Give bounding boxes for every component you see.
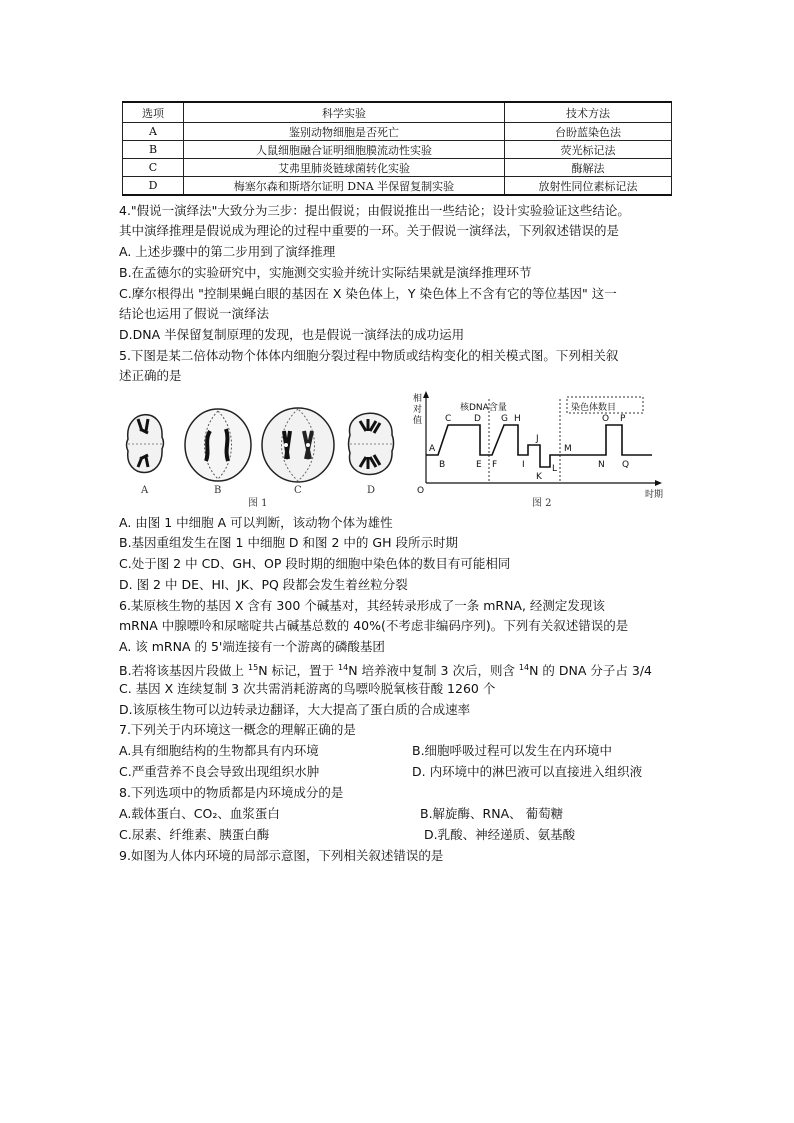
- y-label-2: 对: [413, 405, 423, 415]
- cell-a-label: A: [141, 485, 149, 496]
- table-cell: 荧光标记法: [505, 141, 672, 159]
- cell-b-diagram: [185, 409, 251, 481]
- point-label: D: [474, 414, 481, 424]
- q6-option-c: C. 基因 X 连续复制 3 次共需消耗游离的鸟嘌呤脱氧核苷酸 1260 个: [119, 681, 496, 696]
- table-header-option: 选项: [123, 102, 184, 123]
- point-label: Q: [622, 460, 630, 470]
- table-cell: A: [123, 123, 184, 141]
- chromosome-number-label: 染色体数目: [571, 403, 617, 413]
- q8-option-a: A.载体蛋白、CO₂、血浆蛋白: [119, 806, 280, 821]
- table-row: [123, 177, 672, 196]
- q4-option-c-line1: C.摩尔根得出 "控制果蝇白眼的基因在 X 染色体上，Y 染色体上不含有它的等位基因" 这一: [119, 286, 617, 301]
- point-label: G: [501, 414, 508, 424]
- table-cell: 酶解法: [505, 159, 672, 177]
- table-header-method: 技术方法: [505, 102, 672, 123]
- figure-1-cells: [118, 389, 408, 511]
- figure-2-caption: 图 2: [532, 498, 552, 509]
- table-cell: 放射性同位素标记法: [505, 177, 672, 196]
- q7-option-c: C.严重营养不良会导致出现组织水肿: [119, 764, 320, 779]
- cell-d-diagram: [349, 413, 394, 474]
- dna-chromosome-curve: [426, 425, 652, 467]
- point-label: N: [598, 460, 605, 470]
- cell-a-diagram: [127, 415, 164, 473]
- q4-option-d: D.DNA 半保留复制原理的发现，也是假说一演绎法的成功运用: [119, 327, 465, 342]
- q5-stem-line2: 述正确的是: [119, 368, 182, 383]
- table-cell: 梅塞尔森和斯塔尔证明 DNA 半保留复制实验: [184, 177, 505, 196]
- point-label: E: [476, 460, 482, 470]
- point-label: P: [620, 414, 626, 424]
- y-label-3: 值: [413, 416, 423, 426]
- q9-stem: 9.如图为人体内环境的局部示意图，下列相关叙述错误的是: [119, 848, 444, 863]
- cell-d-label: D: [367, 485, 376, 496]
- q5-stem-line1: 5.下图是某二倍体动物个体体内细胞分裂过程中物质或结构变化的相关模式图。下列相关叙: [119, 348, 619, 363]
- q4-option-a: A. 上述步骤中的第二步用到了演绎推理: [119, 244, 336, 259]
- point-label: H: [514, 414, 521, 424]
- cell-c-diagram: [262, 408, 334, 482]
- point-label: F: [492, 460, 498, 470]
- table-cell: B: [123, 141, 184, 159]
- figure-2-chart: [412, 389, 670, 511]
- point-label: I: [522, 460, 525, 470]
- cell-c-label: C: [294, 485, 302, 496]
- q6-stem-line2: mRNA 中腺嘌呤和尿嘧啶共占碱基总数的 40%(不考虑非编码序列)。下列有关叙述错误的是: [119, 618, 629, 633]
- q7-option-d: D. 内环境中的淋巴液可以直接进入组织液: [412, 764, 643, 779]
- q4-stem-line2: 其中演绎推理是假说成为理论的过程中重要的一环。关于假说一演绎法，下列叙述错误的是: [119, 223, 620, 238]
- point-label: L: [552, 464, 558, 474]
- q4-option-c-line2: 结论也运用了假说一演绎法: [119, 306, 270, 321]
- y-label-1: 相: [413, 394, 423, 404]
- table-cell: 台盼蓝染色法: [505, 123, 672, 141]
- origin-label: O: [417, 486, 425, 496]
- table-row: [123, 141, 672, 159]
- q6-option-d: D.该原核生物可以边转录边翻译，大大提高了蛋白质的合成速率: [119, 702, 471, 717]
- table-cell: 鉴别动物细胞是否死亡: [184, 123, 505, 141]
- q8-option-b: B.解旋酶、RNA、 葡萄糖: [420, 806, 564, 821]
- q7-stem: 7.下列关于内环境这一概念的理解正确的是: [119, 722, 356, 737]
- table-row: [123, 159, 672, 177]
- q5-option-a: A. 由图 1 中细胞 A 可以判断，该动物个体为雄性: [119, 515, 393, 530]
- q6-option-b: B.若将该基因片段做上 $^{15}$N 标记，置于 $^{14}$N 培养液中复制 3 次后，则含 $^{14}$N 的 DNA 分子占 3/4: [119, 663, 652, 678]
- dna-content-label: 核DNA含量: [460, 403, 507, 413]
- q5-option-b: B.基因重组发生在图 1 中细胞 D 和图 2 中的 GH 段所示时期: [119, 535, 458, 550]
- point-label: J: [536, 434, 539, 444]
- q8-option-c: C.尿素、纤维素、胰蛋白酶: [119, 827, 270, 842]
- point-label: M: [564, 444, 572, 454]
- point-label: C: [445, 414, 452, 424]
- q7-option-b: B.细胞呼吸过程可以发生在内环境中: [412, 743, 613, 758]
- x-axis-label: 时期: [645, 490, 664, 500]
- table-row: [123, 123, 672, 141]
- table-cell: C: [123, 159, 184, 177]
- table-cell: 人鼠细胞融合证明细胞膜流动性实验: [184, 141, 505, 159]
- figure-1-caption: 图 1: [248, 498, 268, 509]
- q8-stem: 8.下列选项中的物质都是内环境成分的是: [119, 785, 344, 800]
- q4-option-b: B.在孟德尔的实验研究中，实施测交实验并统计实际结果就是演绎推理环节: [119, 265, 532, 280]
- technique-table: [122, 101, 672, 196]
- point-label: K: [536, 472, 542, 482]
- table-cell: 艾弗里肺炎链球菌转化实验: [184, 159, 505, 177]
- table-cell: D: [123, 177, 184, 196]
- q7-option-a: A.具有细胞结构的生物都具有内环境: [119, 743, 319, 758]
- point-label: A: [429, 444, 436, 454]
- point-label: O: [602, 414, 610, 424]
- q6-option-a: A. 该 mRNA 的 5'端连接有一个游离的磷酸基团: [119, 639, 385, 654]
- q4-stem-line1: 4."假说一演绎法"大致分为三步：提出假说；由假说推出一些结论；设计实验验证这些结论。: [119, 203, 630, 218]
- q5-option-c: C.处于图 2 中 CD、GH、OP 段时期的细胞中染色体的数目有可能相同: [119, 556, 511, 571]
- cell-b-label: B: [214, 485, 222, 496]
- point-label: B: [439, 460, 446, 470]
- table-header-experiment: 科学实验: [184, 102, 505, 123]
- q6-stem-line1: 6.某原核生物的基因 X 含有 300 个碱基对，其经转录形成了一条 mRNA, 经测定发现该: [119, 598, 605, 613]
- q8-option-d: D.乳酸、神经递质、氨基酸: [424, 827, 576, 842]
- q5-option-d: D. 图 2 中 DE、HI、JK、PQ 段都会发生着丝粒分裂: [119, 577, 408, 592]
